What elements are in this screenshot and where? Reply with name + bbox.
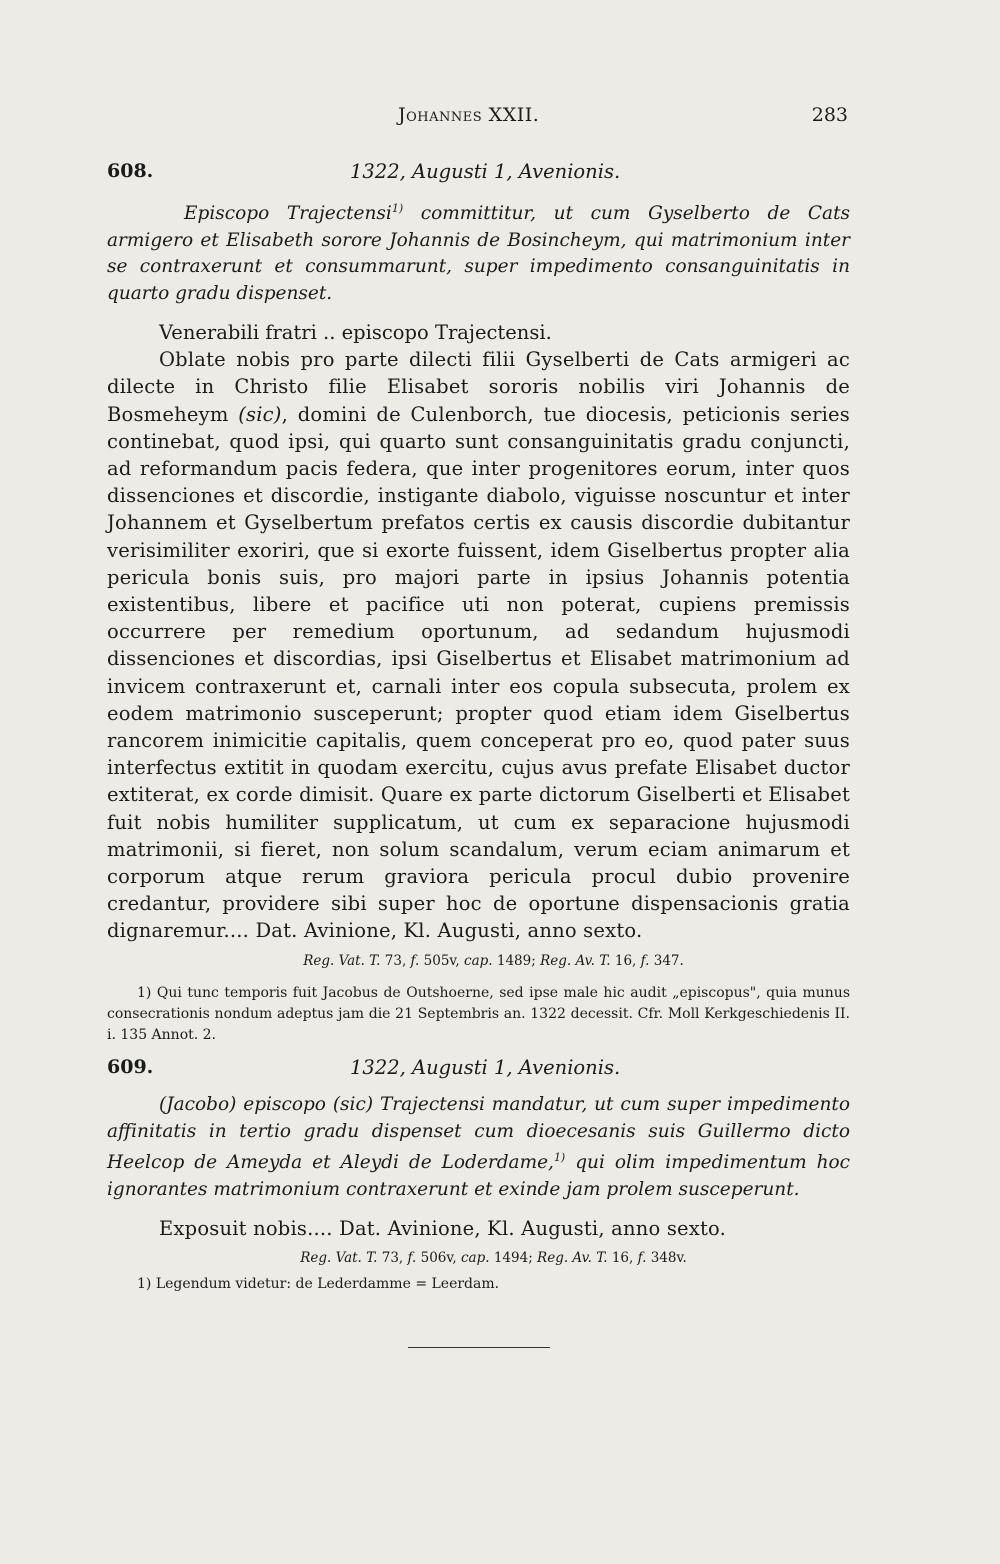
entry-body: Exposuit nobis.... Dat. Avinione, Kl. Augusti, anno sexto.: [159, 1217, 726, 1241]
footnote: 1) Qui tunc temporis fuit Jacobus de Outshoerne, sed ipse male hic audit „episcopus", quia munus consecrationis nondum adeptus jam die 21 Septembris an. 1322 decessit. Cfr. Moll Kerkgeschiedenis II. i. 135 Annot. 2.: [107, 984, 850, 1043]
entry-summary: Episcopo Trajectensi$^{1)}$ committitur, ut cum Gyselberto de Cats armigero et Elisabeth sorore Johannis de Bosincheym, qui matrimonium inter se contraxerunt et consummarunt, super impedimento consanguinitatis in quarto gradu dispenset.: [107, 202, 850, 304]
running-header: [0, 104, 1000, 134]
entry-address: Venerabili fratri .. episcopo Trajectensi.: [159, 321, 552, 345]
entry-608: [107, 160, 850, 1046]
running-title: Johannes XXII.: [398, 104, 540, 126]
footnote-ref: 1): [391, 202, 404, 215]
entry-number: 609.: [107, 1056, 154, 1078]
end-rule: [408, 1347, 550, 1348]
entry-body: Oblate nobis pro parte dilecti filii Gyselberti de Cats armigeri ac dilecte in Christo filie Elisabet sororis nobilis viri Johannis de Bosmeheym (sic), domini de Culenborch, tue diocesis, peticionis series continebat, quod ipsi, qui quarto sunt consanguinitatis gradu conjuncti, ad reformandum pacis federa, que inter progenitores eorum, inter quos dissenciones et discordie, instigante diabolo, viguisse noscuntur et inter Johannem et Gyselbertum prefatos certis ex causis discordie dubitantur verisimiliter exoriri, que si exorte fuissent, idem Giselbertus propter alia pericula bonis suis, pro majori parte in ipsius Johannis potentia existentibus, libere et pacifice uti non poterat, cupiens premissis occurrere per remedium oportunum, ad sedandum hujusmodi dissenciones et discordias, ipsi Giselbertus et Elisabet matrimonium ad invicem contraxerunt et, carnali inter eos copula subsecuta, prolem ex eodem matrimonio susceperunt; propter quod etiam idem Giselbertus rancorem inimicitie capitalis, quem conceperat pro eo, quod pater suus interfectus extitit in quodam exercitu, cujus avus prefate Elisabet ductor extiterat, ex corde dimisit. Quare ex parte dictorum Giselberti et Elisabet fuit nobis humiliter supplicatum, ut cum ex separacione hujusmodi matrimonii, si fieret, non solum scandalum, verum eciam animarum et corporum atque rerum graviora pericula procul dubio provenire credantur, providere sibi super hoc de oportune dispensacionis gratia dignaremur.... Dat. Avinione, Kl. Augusti, anno sexto.: [107, 348, 850, 943]
entry-date: 1322, Augusti 1, Avenionis.: [350, 1056, 621, 1079]
page-number: 283: [811, 104, 848, 126]
entry-date: 1322, Augusti 1, Avenionis.: [350, 160, 621, 183]
source-citation: Reg. Vat. T. 73, f. 505v, cap. 1489; Reg. Av. T. 16, f. 347.: [303, 952, 684, 969]
entry-609: [107, 1056, 850, 1295]
footnote: 1) Legendum videtur: de Lederdamme = Leerdam.: [137, 1276, 500, 1293]
entry-number: 608.: [107, 160, 154, 182]
source-citation: Reg. Vat. T. 73, f. 506v, cap. 1494; Reg. Av. T. 16, f. 348v.: [300, 1250, 687, 1267]
entry-summary: (Jacobo) episcopo (sic) Trajectensi mandatur, ut cum super impedimento affinitatis in tertio gradu dispenset cum dioecesanis suis Guillermo dicto Heelcop de Ameyda et Aleydi de Loderdame,$^{1)}$ qui olim impedimentum hoc ignorantes matrimonium contraxerunt et exinde jam prolem susceperunt.: [107, 1094, 850, 1200]
footnote-ref: 1): [553, 1151, 566, 1164]
sic-note: (sic): [238, 402, 282, 426]
